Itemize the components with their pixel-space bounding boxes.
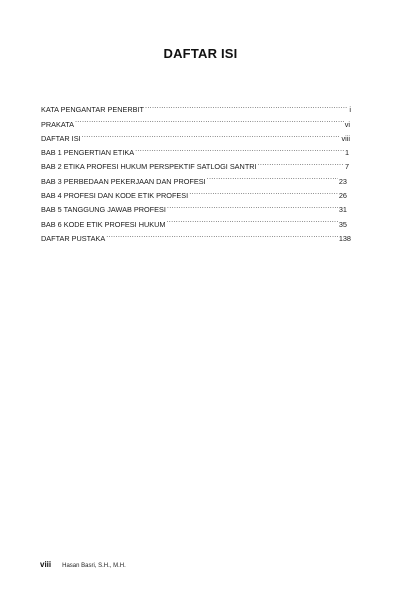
toc-leader-dots [189,184,338,198]
page-title: DAFTAR ISI [163,46,238,61]
toc-entry-page: 138 [338,233,351,243]
table-of-contents [41,98,350,241]
toc-leader-dots [167,198,338,212]
toc-entry-page: 7 [344,162,349,172]
toc-entry-label: KATA PENGANTAR PENERBIT [41,105,144,115]
toc-entry-page: vi [344,119,350,129]
toc-entry [41,112,350,129]
toc-leader-dots [166,212,337,226]
toc-leader-dots [82,127,341,141]
toc-entry-page: 31 [338,205,347,215]
page-footer [40,560,126,569]
toc-entry-page: 1 [344,148,349,158]
toc-entry-page: 26 [338,191,347,201]
toc-leader-dots [207,169,338,183]
toc-entry [41,127,350,141]
toc-entry-label: BAB 2 ETIKA PROFESI HUKUM PERSPEKTIF SATLOGI SANTRI [41,162,257,172]
toc-entry-label: PRAKATA [41,119,74,129]
toc-entry-label: BAB 5 TANGGUNG JAWAB PROFESI [41,205,166,215]
toc-entry-page: viii [341,133,350,143]
footer-author: Hasan Basri, S.H., M.H. [62,563,126,569]
toc-entry-page: 23 [338,176,347,186]
toc-entry [41,98,351,115]
toc-entry-label: BAB 6 KODE ETIK PROFESI HUKUM [41,219,166,229]
toc-leader-dots [145,98,348,112]
footer-page-number: viii [40,560,52,569]
toc-leader-dots [258,155,344,169]
toc-leader-dots [135,141,344,155]
toc-leader-dots [75,112,344,126]
toc-entry-label: DAFTAR ISI [41,133,81,143]
toc-entry-label: BAB 1 PENGERTIAN ETIKA [41,148,135,158]
toc-entry [41,141,349,158]
toc-entry-label: BAB 4 PROFESI DAN KODE ETIK PROFESI [41,191,189,201]
toc-entry-page: i [349,105,351,115]
toc-entry-page: 35 [338,219,347,229]
toc-leader-dots [106,227,338,241]
toc-entry-label: DAFTAR PUSTAKA [41,233,106,243]
toc-entry-label: BAB 3 PERBEDAAN PEKERJAAN DAN PROFESI [41,176,206,186]
